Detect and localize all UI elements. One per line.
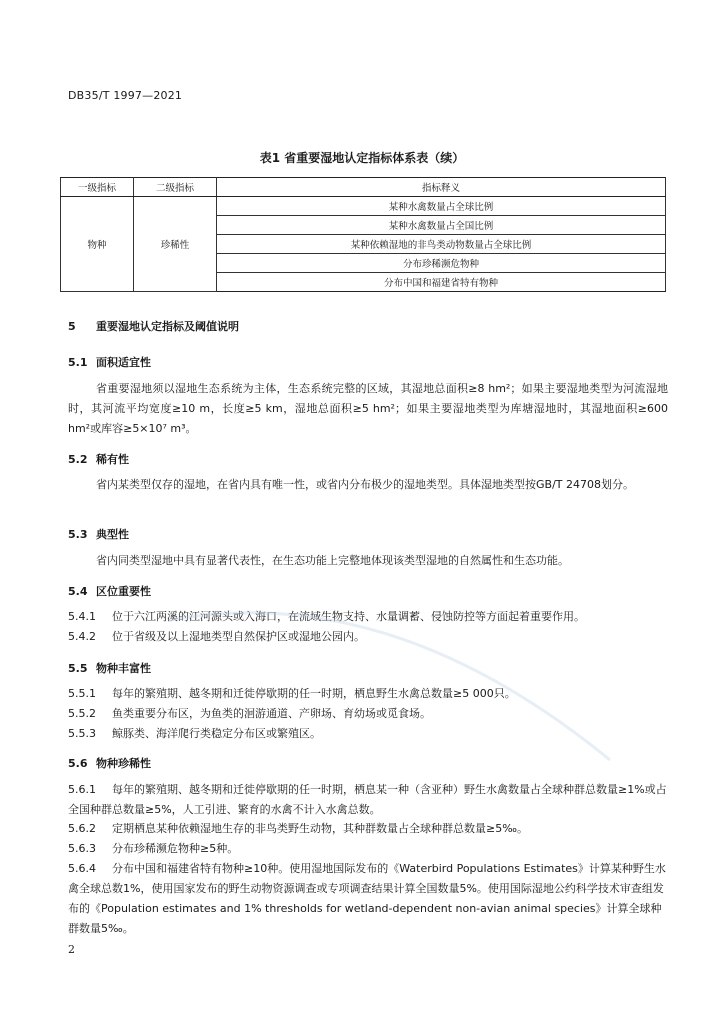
section-heading xyxy=(68,318,239,334)
item-number: 5.6.2 xyxy=(68,822,96,835)
section-title: 稀有性 xyxy=(96,453,129,466)
item-number: 5.5.2 xyxy=(68,707,96,720)
item-number: 5.6.4 xyxy=(68,862,96,875)
section-number: 5.2 xyxy=(68,453,88,466)
list-item xyxy=(68,859,668,939)
section-title: 面积适宜性 xyxy=(96,356,151,369)
section-heading xyxy=(68,660,151,676)
item-number: 5.5.1 xyxy=(68,687,96,700)
item-number: 5.6.1 xyxy=(68,783,96,796)
item-text: 位于省级及以上湿地类型自然保护区或湿地公园内。 xyxy=(112,630,365,643)
section-title: 重要湿地认定指标及阈值说明 xyxy=(96,320,239,333)
table-title: 表1 省重要湿地认定指标体系表（续） xyxy=(259,151,465,165)
standard-code: DB35/T 1997—2021 xyxy=(68,89,183,102)
section-title: 典型性 xyxy=(96,528,129,541)
table-header-cell: 一级指标 xyxy=(61,178,134,197)
section-number: 5.6 xyxy=(68,757,88,770)
table-cell: 某种依赖湿地的非鸟类动物数量占全球比例 xyxy=(217,235,666,254)
section-heading xyxy=(68,755,151,771)
item-text: 鱼类重要分布区，为鱼类的洄游通道、产卵场、育幼场或觅食场。 xyxy=(112,707,431,720)
list-item xyxy=(68,780,668,820)
table-cell: 分布中国和福建省特有物种 xyxy=(217,273,666,292)
item-number: 5.5.3 xyxy=(68,727,96,740)
section-heading xyxy=(68,354,151,370)
paragraph: 省内某类型仅存的湿地，在省内具有唯一性，或省内分布极少的湿地类型。具体湿地类型按GB/T 24708划分。 xyxy=(96,478,634,491)
section-number: 5.4 xyxy=(68,585,88,598)
item-text: 定期栖息某种依赖湿地生存的非鸟类野生动物，其种群数量占全球种群总数量≥5‰。 xyxy=(112,822,528,835)
table-row xyxy=(61,197,666,216)
item-text: 鲸豚类、海洋爬行类稳定分布区或繁殖区。 xyxy=(112,727,321,740)
table-cell: 某种水禽数量占全国比例 xyxy=(217,216,666,235)
section-number: 5.5 xyxy=(68,662,88,675)
section-title: 物种珍稀性 xyxy=(96,757,151,770)
item-text: 分布珍稀濒危物种≥5种。 xyxy=(112,842,239,855)
item-text: 每年的繁殖期、越冬期和迁徙停歇期的任一时期，栖息某一种（含亚种）野生水禽数量占全球种群总数量≥1%或占全国种群总数量≥5%，人工引进、繁育的水禽不计入水禽总数。 xyxy=(68,783,667,816)
list-item xyxy=(68,684,668,704)
item-text: 位于六江两溪的江河源头或入海口，在流域生物支持、水量调蓄、侵蚀防控等方面起着重要作用。 xyxy=(112,610,585,623)
section-heading xyxy=(68,526,129,542)
section-heading xyxy=(68,451,129,467)
list-item xyxy=(68,724,668,744)
table-cell-group2: 珍稀性 xyxy=(134,197,217,292)
item-number: 5.6.3 xyxy=(68,842,96,855)
paragraph: 省重要湿地须以湿地生态系统为主体，生态系统完整的区域，其湿地总面积≥8 hm²；如果主要湿地类型为河流湿地时，其河流平均宽度≥10 m，长度≥5 km，湿地总面积≥5 hm²；如果主要湿地类型为库塘湿地时，其湿地面积≥600 hm²或库容≥5×10⁷ m³。 xyxy=(68,382,668,435)
indicator-table xyxy=(60,177,666,292)
item-number: 5.4.1 xyxy=(68,610,96,623)
list-item xyxy=(68,627,668,647)
table-header-row xyxy=(61,178,666,197)
section-title: 物种丰富性 xyxy=(96,662,151,675)
section-number: 5.1 xyxy=(68,356,88,369)
item-text: 分布中国和福建省特有物种≥10种。使用湿地国际发布的《Waterbird Populations Estimates》计算某种野生水禽全球总数1%，使用国家发布的野生动物资源调查或专项调查结果计算全国数量5%。使用国际湿地公约科学技术审查组发布的《Population estimates and 1% thresholds for wetland-dependent non-avian animal species》计算全球种群数量5‰。 xyxy=(68,862,666,935)
table-header-cell: 二级指标 xyxy=(134,178,217,197)
list-item xyxy=(68,839,668,859)
table-cell: 分布珍稀濒危物种 xyxy=(217,254,666,273)
table-cell: 某种水禽数量占全球比例 xyxy=(217,197,666,216)
table-header-cell: 指标释义 xyxy=(217,178,666,197)
paragraph: 省内同类型湿地中具有显著代表性，在生态功能上完整地体现该类型湿地的自然属性和生态功能。 xyxy=(96,554,569,567)
list-item xyxy=(68,704,668,724)
list-item xyxy=(68,819,668,839)
list-item xyxy=(68,607,668,627)
section-title: 区位重要性 xyxy=(96,585,151,598)
section-number: 5 xyxy=(68,320,76,333)
item-number: 5.4.2 xyxy=(68,630,96,643)
section-number: 5.3 xyxy=(68,528,88,541)
page-number: 2 xyxy=(68,943,75,956)
item-text: 每年的繁殖期、越冬期和迁徙停歇期的任一时期，栖息野生水禽总数量≥5 000只。 xyxy=(112,687,516,700)
section-heading xyxy=(68,583,151,599)
table-cell-group1: 物种 xyxy=(61,197,134,292)
